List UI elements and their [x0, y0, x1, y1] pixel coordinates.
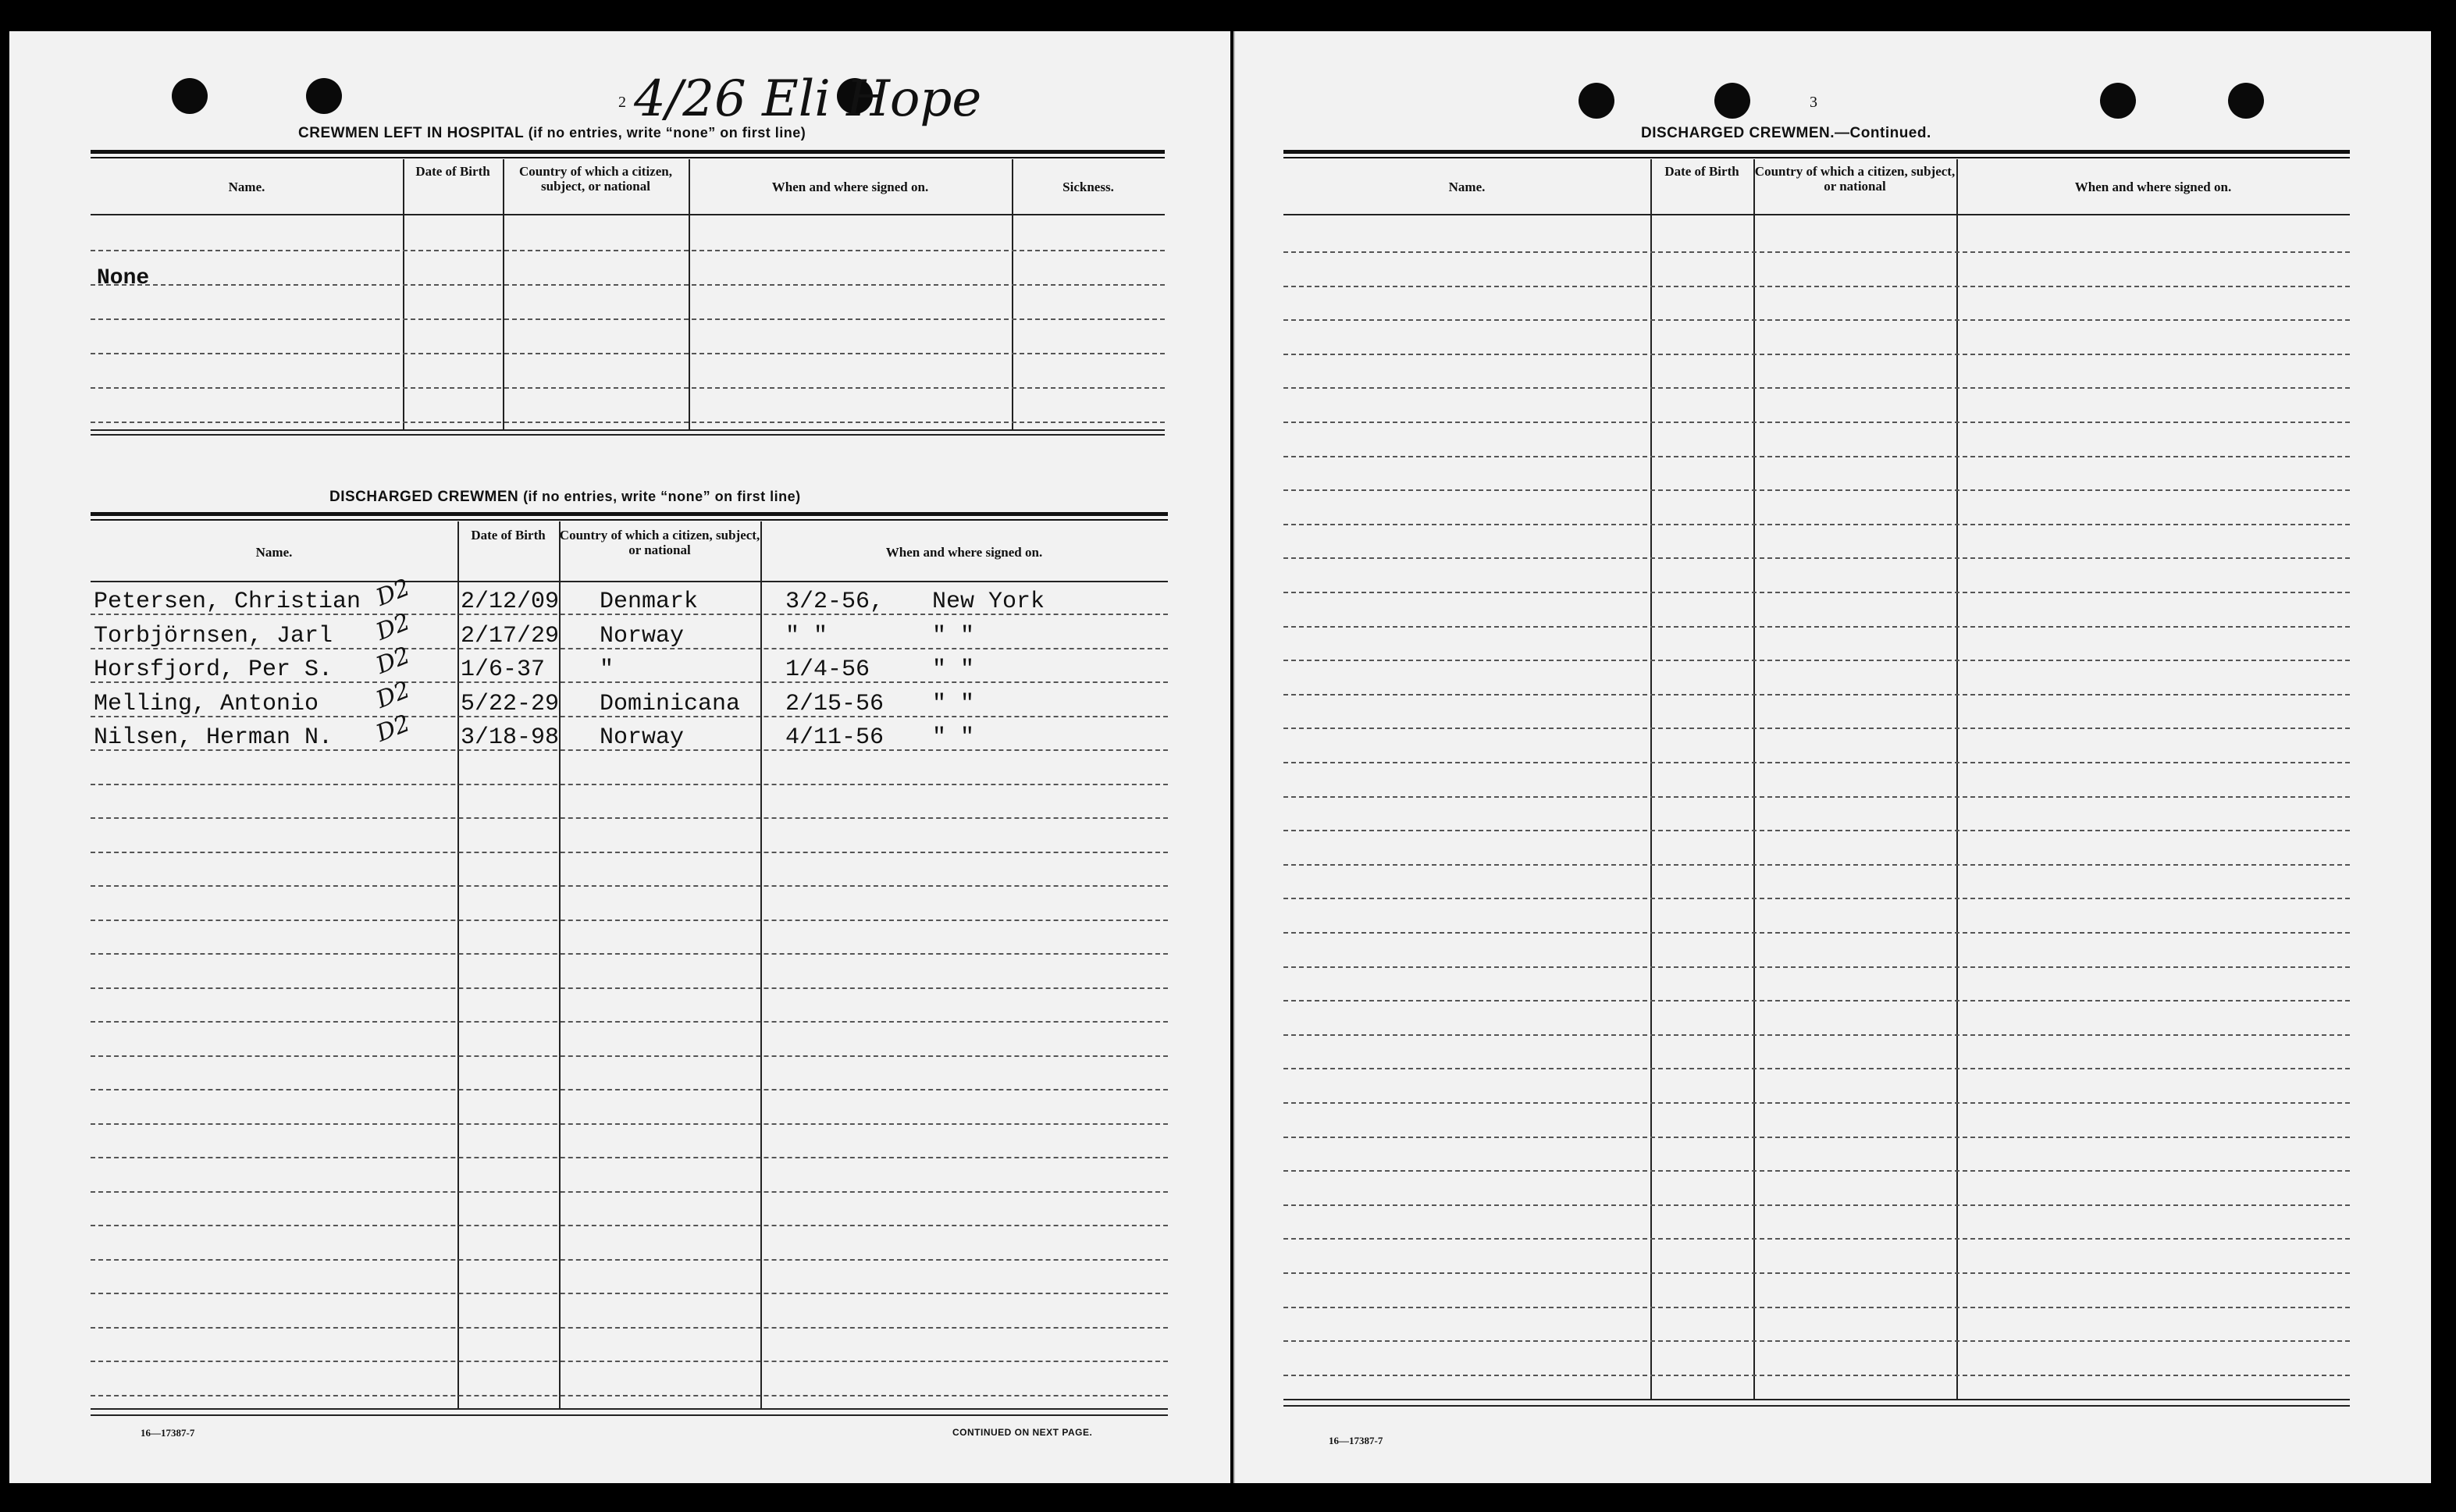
ruled-line: [91, 1123, 1168, 1125]
crewman-name: Horsfjord, Per S.: [94, 656, 333, 683]
crewman-name: Torbjörnsen, Jarl: [94, 622, 333, 649]
ruled-line: [91, 1089, 1168, 1090]
ruled-line: [1283, 660, 2350, 661]
crewman-dob: 3/18-98: [461, 724, 560, 751]
ruled-line: [91, 1157, 1168, 1158]
page-number: 3: [1810, 94, 1817, 111]
ruled-line: [1283, 932, 2350, 934]
crewman-name: Petersen, Christian: [94, 589, 361, 615]
discharge-mark: D2: [372, 642, 415, 680]
ruled-line: [91, 852, 1168, 853]
crewman-country: Norway: [600, 724, 685, 751]
ruled-line: [91, 920, 1168, 921]
crewman-dob: 5/22-29: [461, 690, 560, 717]
ruled-line: [91, 422, 1165, 423]
ruled-line: [1283, 286, 2350, 287]
col-sickness: Sickness.: [1062, 180, 1114, 194]
col-country: Country of which a citizen, subject, or national: [559, 528, 760, 557]
form-code: 16—17387-7: [141, 1427, 195, 1439]
ruled-line: [91, 284, 1165, 286]
crewman-dob: 1/6-37: [461, 656, 546, 683]
col-dob: Date of Birth: [415, 164, 490, 179]
ruled-line: [1283, 1137, 2350, 1138]
signed-on-place: New York: [932, 589, 1045, 615]
ruled-line: [91, 1361, 1168, 1362]
ruled-line: [91, 784, 1168, 785]
col-country: Country of which a citizen, subject, or national: [519, 164, 672, 194]
ruled-line: [1283, 626, 2350, 628]
crewman-name: Melling, Antonio: [94, 690, 319, 717]
discharge-mark: D2: [372, 607, 415, 646]
punch-hole: [172, 78, 208, 114]
right-page: [1233, 31, 2431, 1483]
ruled-line: [91, 1225, 1168, 1226]
signed-on-date: 1/4-56: [785, 656, 870, 683]
hospital-table: [91, 150, 1165, 462]
ruled-line: [91, 387, 1165, 389]
col-dob: Date of Birth: [471, 528, 546, 543]
ruled-line: [91, 1327, 1168, 1329]
crewman-country: Dominicana: [600, 690, 741, 717]
col-name: Name.: [228, 180, 265, 194]
ruled-line: [1283, 456, 2350, 457]
ruled-line: [91, 987, 1168, 989]
col-name: Name.: [1448, 180, 1486, 194]
ruled-line: [1283, 1375, 2350, 1376]
ruled-line: [1283, 557, 2350, 559]
crewman-country: ": [600, 656, 614, 683]
ruled-line: [1283, 694, 2350, 696]
ruled-line: [1283, 1272, 2350, 1274]
page-number: 2: [618, 94, 626, 111]
discharged-section-title: DISCHARGED CREWMEN (if no entries, write “none” on first line): [329, 489, 801, 505]
punch-hole: [1714, 83, 1750, 119]
ruled-line: [91, 318, 1165, 320]
signed-on-place: " ": [932, 622, 975, 649]
signed-on-date: 3/2-56,: [785, 589, 885, 615]
crewman-name: Nilsen, Herman N.: [94, 724, 333, 751]
discharged-continued-title: DISCHARGED CREWMEN.—Continued.: [1641, 125, 1931, 141]
crewman-country: Denmark: [600, 589, 699, 615]
ruled-line: [1283, 1170, 2350, 1172]
punch-hole: [1579, 83, 1614, 119]
ruled-line: [1283, 524, 2350, 525]
ruled-line: [91, 885, 1168, 887]
ruled-line: [1283, 830, 2350, 831]
ruled-line: [1283, 592, 2350, 593]
ruled-line: [1283, 1307, 2350, 1308]
ruled-line: [1283, 1340, 2350, 1342]
ruled-line: [91, 1293, 1168, 1294]
ruled-line: [91, 1191, 1168, 1193]
form-code: 16—17387-7: [1329, 1435, 1383, 1446]
discharged-continued-table: [1283, 150, 2350, 1430]
ruled-line: [91, 1021, 1168, 1023]
col-signed-on: When and where signed on.: [771, 180, 929, 194]
ruled-line: [1283, 354, 2350, 355]
ruled-line: [1283, 1204, 2350, 1206]
ruled-line: [1283, 1238, 2350, 1240]
discharge-mark: D2: [372, 675, 415, 714]
handwritten-annotation: 4/26 Eli Hope: [634, 70, 982, 128]
discharge-mark: D2: [372, 710, 415, 748]
signed-on-place: " ": [932, 724, 975, 751]
hospital-section-title: CREWMEN LEFT IN HOSPITAL (if no entries, write “none” on first line): [298, 125, 806, 141]
ruled-line: [1283, 387, 2350, 389]
crewman-country: Norway: [600, 622, 685, 649]
ruled-line: [91, 817, 1168, 819]
ruled-line: [1283, 251, 2350, 253]
ruled-line: [1283, 728, 2350, 729]
ruled-line: [1283, 898, 2350, 899]
ruled-line: [91, 953, 1168, 955]
crewman-dob: 2/17/29: [461, 622, 560, 649]
ruled-line: [1283, 1068, 2350, 1069]
signed-on-date: 2/15-56: [785, 690, 885, 717]
hospital-first-entry: None: [97, 266, 150, 290]
ruled-line: [1283, 1102, 2350, 1104]
ruled-line: [91, 1259, 1168, 1261]
ruled-line: [1283, 864, 2350, 866]
discharge-mark: D2: [372, 574, 415, 612]
ruled-line: [91, 250, 1165, 251]
ruled-line: [1283, 762, 2350, 763]
ruled-line: [1283, 1000, 2350, 1001]
punch-hole: [2100, 83, 2136, 119]
ruled-line: [91, 353, 1165, 354]
ruled-line: [1283, 966, 2350, 968]
crewman-dob: 2/12/09: [461, 589, 560, 615]
continued-note: CONTINUED ON NEXT PAGE.: [952, 1427, 1093, 1438]
ruled-line: [91, 1055, 1168, 1057]
col-dob: Date of Birth: [1664, 164, 1739, 179]
ruled-line: [1283, 796, 2350, 798]
punch-hole: [306, 78, 342, 114]
discharged-table: [91, 512, 1168, 1418]
ruled-line: [1283, 1034, 2350, 1036]
signed-on-place: " ": [932, 690, 975, 717]
col-country: Country of which a citizen, subject, or national: [1754, 164, 1956, 194]
ruled-line: [91, 1395, 1168, 1396]
col-name: Name.: [255, 545, 293, 560]
signed-on-date: " ": [785, 622, 828, 649]
signed-on-place: " ": [932, 656, 975, 683]
col-signed-on: When and where signed on.: [2074, 180, 2232, 194]
ruled-line: [1283, 422, 2350, 423]
col-signed-on: When and where signed on.: [885, 545, 1043, 560]
ruled-line: [1283, 489, 2350, 491]
ruled-line: [1283, 319, 2350, 321]
left-page: [9, 31, 1230, 1483]
signed-on-date: 4/11-56: [785, 724, 885, 751]
punch-hole: [2228, 83, 2264, 119]
